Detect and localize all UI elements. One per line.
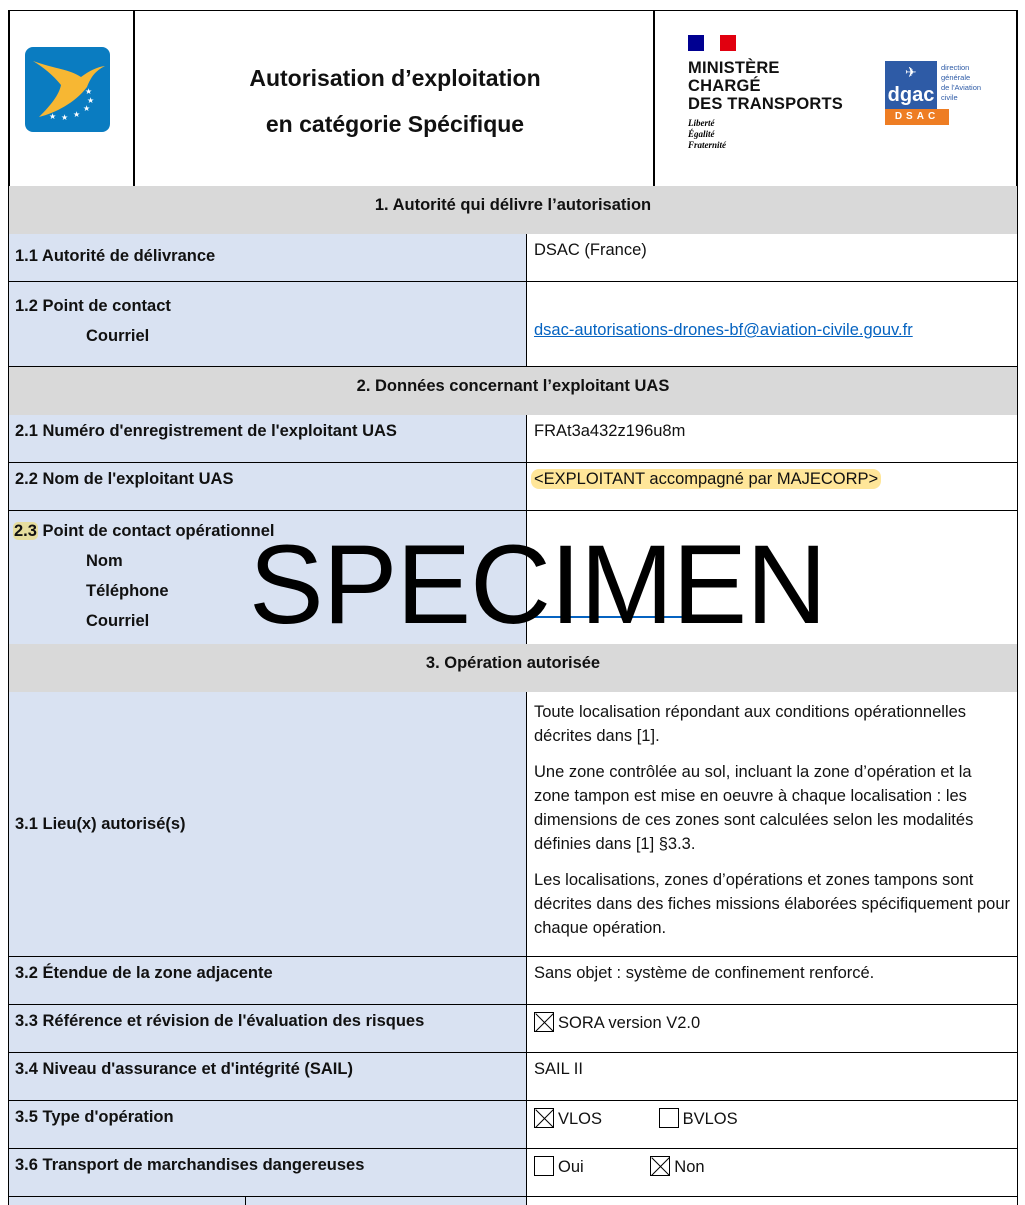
row-2-3 bbox=[8, 511, 1018, 644]
authorization-form bbox=[8, 10, 1018, 1205]
section-header-1: 1. Autorité qui délivre l’autorisation bbox=[8, 186, 1018, 234]
label-main bbox=[15, 516, 520, 546]
field-label bbox=[8, 692, 527, 956]
field-label: 1.1 Autorité de délivrance bbox=[8, 234, 527, 281]
field-value bbox=[527, 1101, 1018, 1148]
field-value-empty bbox=[527, 511, 1018, 644]
svg-text:★: ★ bbox=[49, 112, 57, 121]
option-sora[interactable] bbox=[534, 1012, 700, 1033]
field-value: Sans objet : système de confinement renforcé. bbox=[527, 957, 1018, 1004]
dgac-text-line: générale bbox=[941, 73, 971, 82]
paragraph: Une zone contrôlée au sol, incluant la zone d’opération et la zone tampon est mise en oeuvre à chaque localisation : les dimensions de ces zones sont calculées selon les modalités définies dans [1] §3.3. bbox=[534, 763, 974, 853]
french-flag-icon bbox=[688, 35, 736, 51]
republic-motto bbox=[688, 118, 843, 151]
dgac-logo bbox=[885, 61, 982, 125]
option-label: Oui bbox=[558, 1158, 584, 1176]
label-text: 3.1 Lieu(x) autorisé(s) bbox=[15, 814, 186, 833]
field-value bbox=[527, 282, 1018, 366]
label-sub-email: Courriel bbox=[86, 612, 150, 630]
row-3-4 bbox=[8, 1053, 1018, 1101]
row-3-6 bbox=[8, 1149, 1018, 1197]
label-sub-name: Nom bbox=[86, 552, 123, 570]
motto-line: Égalité bbox=[688, 129, 715, 139]
svg-text:★: ★ bbox=[73, 110, 81, 119]
stub-cell bbox=[527, 1197, 1018, 1205]
checkbox-checked-icon[interactable] bbox=[534, 1108, 554, 1128]
ministry-logo bbox=[688, 35, 843, 151]
ministry-line-1: MINISTÈRE bbox=[688, 59, 780, 77]
field-value bbox=[527, 1005, 1018, 1052]
row-3-1 bbox=[8, 692, 1018, 957]
contact-email-link[interactable]: dsac-autorisations-drones-bf@aviation-civile.gouv.fr bbox=[534, 321, 913, 339]
stub-cell bbox=[246, 1197, 527, 1205]
svg-text:★: ★ bbox=[83, 104, 91, 113]
option-bvlos[interactable] bbox=[659, 1108, 738, 1129]
field-label: 3.5 Type d'opération bbox=[8, 1101, 527, 1148]
dgac-text-line: direction bbox=[941, 63, 970, 72]
highlighted-number: 2.3 bbox=[14, 522, 37, 540]
label-main: 1.2 Point de contact bbox=[15, 297, 171, 315]
contact-email-underline bbox=[529, 616, 684, 618]
ministry-line-3: DES TRANSPORTS bbox=[688, 95, 843, 113]
option-label: VLOS bbox=[558, 1110, 603, 1128]
highlighted-operator-name: <EXPLOITANT accompagné par MAJECORP> bbox=[531, 469, 881, 489]
motto-line: Liberté bbox=[688, 118, 715, 128]
paragraph: Les localisations, zones d’opérations et zones tampons sont décrites dans des fiches missions élaborées spécifiquement pour chaque opération. bbox=[534, 871, 1011, 937]
row-3-2 bbox=[8, 957, 1018, 1005]
option-label: BVLOS bbox=[682, 1110, 738, 1128]
ministry-name bbox=[688, 59, 843, 113]
dsac-badge: DSAC bbox=[885, 109, 949, 125]
dgac-fullname bbox=[941, 63, 1001, 103]
divider bbox=[1016, 11, 1018, 186]
svg-text:★: ★ bbox=[85, 87, 93, 96]
dgac-acronym: dgac bbox=[887, 84, 935, 106]
row-1-2 bbox=[8, 282, 1018, 367]
row-3-5 bbox=[8, 1101, 1018, 1149]
option-label: SORA version V2.0 bbox=[558, 1014, 701, 1032]
page-title bbox=[135, 55, 655, 147]
form-header bbox=[8, 10, 1018, 186]
row-1-1 bbox=[8, 234, 1018, 282]
plane-bird-icon: ✈ bbox=[905, 64, 917, 80]
row-3-3 bbox=[8, 1005, 1018, 1053]
svg-text:★: ★ bbox=[61, 113, 69, 122]
label-sub-email: Courriel bbox=[86, 327, 150, 345]
field-label: 2.1 Numéro d'enregistrement de l'exploitant UAS bbox=[8, 415, 527, 462]
row-2-2 bbox=[8, 463, 1018, 511]
dgac-text-line: civile bbox=[941, 93, 958, 102]
title-line-1: Autorisation d’exploitation bbox=[249, 65, 541, 91]
next-row-stub bbox=[8, 1197, 1018, 1205]
field-value: FRAt3a432z196u8m bbox=[527, 415, 1018, 462]
divider bbox=[8, 11, 10, 186]
stub-cell bbox=[8, 1197, 246, 1205]
row-2-1 bbox=[8, 415, 1018, 463]
field-label bbox=[8, 282, 527, 366]
field-value bbox=[527, 463, 1018, 510]
field-value: SAIL II bbox=[527, 1053, 1018, 1100]
label-text: Point de contact opérationnel bbox=[37, 522, 275, 540]
checkbox-checked-icon[interactable] bbox=[650, 1156, 670, 1176]
field-value bbox=[527, 1149, 1018, 1196]
checkbox-empty-icon[interactable] bbox=[534, 1156, 554, 1176]
field-label: 3.2 Étendue de la zone adjacente bbox=[8, 957, 527, 1004]
field-label: 3.4 Niveau d'assurance et d'intégrité (SAIL) bbox=[8, 1053, 527, 1100]
option-label: Non bbox=[674, 1158, 705, 1176]
field-value: DSAC (France) bbox=[527, 234, 1018, 281]
checkbox-empty-icon[interactable] bbox=[659, 1108, 679, 1128]
title-line-2: en catégorie Spécifique bbox=[265, 111, 525, 137]
field-label: 3.3 Référence et révision de l'évaluation des risques bbox=[8, 1005, 527, 1052]
field-label: 3.6 Transport de marchandises dangereuses bbox=[8, 1149, 527, 1196]
field-label bbox=[8, 511, 527, 644]
section-header-3: 3. Opération autorisée bbox=[8, 644, 1018, 692]
svg-text:★: ★ bbox=[87, 96, 95, 105]
option-oui[interactable] bbox=[534, 1156, 584, 1177]
option-vlos[interactable] bbox=[534, 1108, 602, 1129]
field-value bbox=[527, 692, 1018, 956]
ministry-line-2: CHARGÉ bbox=[688, 77, 761, 95]
label-sub-phone: Téléphone bbox=[86, 582, 169, 600]
checkbox-checked-icon[interactable] bbox=[534, 1012, 554, 1032]
dgac-text-line: de l'Aviation bbox=[941, 83, 982, 92]
section-header-2: 2. Données concernant l’exploitant UAS bbox=[8, 367, 1018, 415]
specimen-watermark: SPECIMEN bbox=[249, 522, 826, 647]
option-non[interactable] bbox=[650, 1156, 704, 1177]
field-label: 2.2 Nom de l'exploitant UAS bbox=[8, 463, 527, 510]
easa-logo-icon bbox=[25, 47, 110, 132]
paragraph: Toute localisation répondant aux conditions opérationnelles décrites dans [1]. bbox=[534, 703, 967, 745]
motto-line: Fraternité bbox=[688, 140, 727, 150]
dgac-mark bbox=[885, 61, 937, 109]
